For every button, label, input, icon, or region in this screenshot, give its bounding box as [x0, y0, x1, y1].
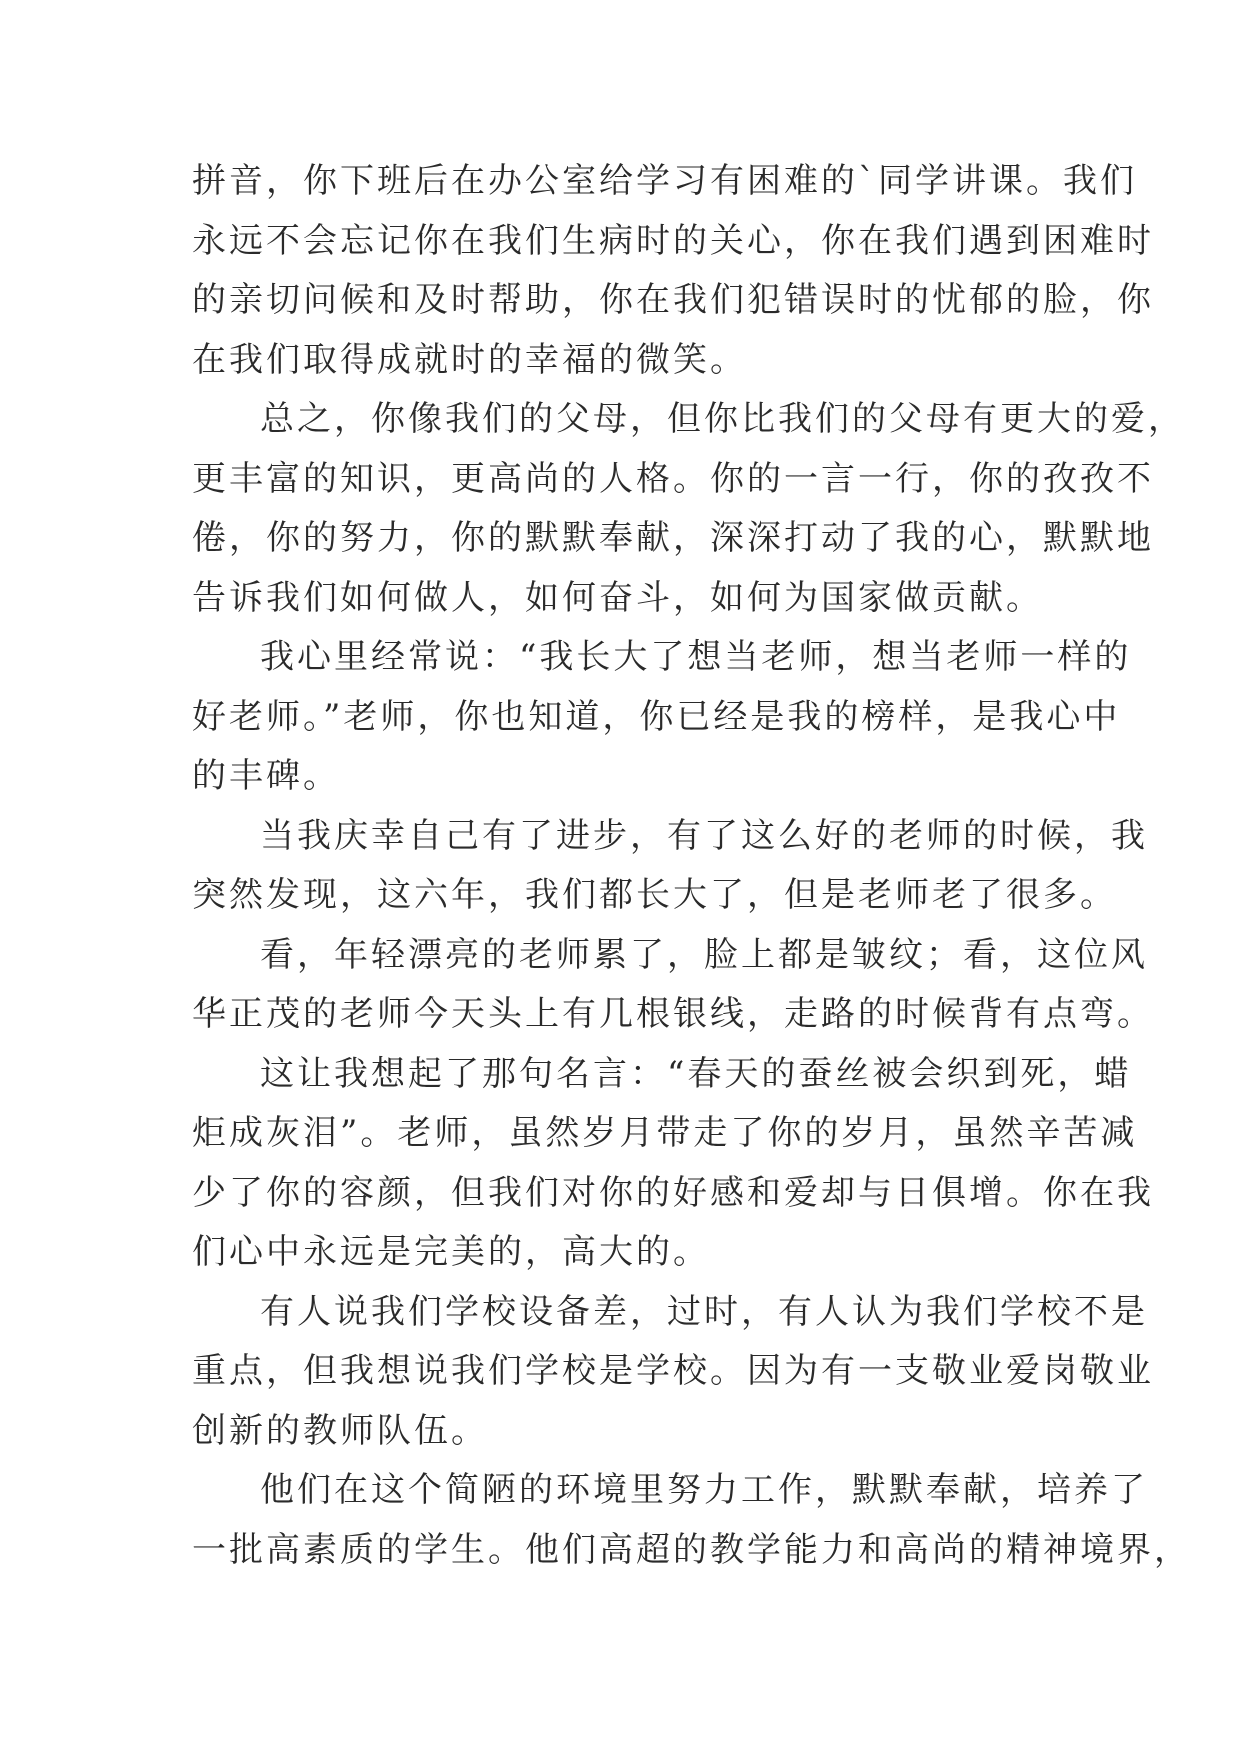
text-line: 突然发现，这六年，我们都长大了，但是老师老了很多。	[192, 875, 1117, 915]
text-line: 炬成灰泪”。老师，虽然岁月带走了你的岁月，虽然辛苦减	[192, 1113, 1138, 1153]
paragraph-first-line: 当我庆幸自己有了进步，有了这么好的老师的时候，我	[260, 815, 1148, 856]
text-line: 的丰碑。	[192, 756, 340, 796]
text-line: 在我们取得成就时的幸福的微笑。	[192, 339, 747, 380]
text-line: 倦，你的努力，你的默默奉献，深深打动了我的心，默默地	[192, 518, 1154, 558]
text-line: 华正茂的老师今天头上有几根银线，走路的时候背有点弯。	[192, 994, 1154, 1034]
text-line: 更丰富的知识，更高尚的人格。你的一言一行，你的孜孜不	[192, 458, 1154, 499]
paragraph-first-line: 这让我想起了那句名言：“春天的蚕丝被会织到死，蜡	[260, 1053, 1132, 1094]
text-line: 的亲切问候和及时帮助，你在我们犯错误时的忧郁的脸，你	[192, 280, 1154, 320]
text-line: 创新的教师队伍。	[192, 1410, 488, 1451]
text-line: 们心中永远是完美的，高大的。	[192, 1232, 710, 1272]
text-line: 告诉我们如何做人，如何奋斗，如何为国家做贡献。	[192, 577, 1043, 618]
text-line: 少了你的容颜，但我们对你的好感和爱却与日俱增。你在我	[192, 1172, 1154, 1213]
text-line: 一批高素质的学生。他们高超的教学能力和高尚的精神境界，	[192, 1529, 1191, 1570]
document-body	[192, 152, 1191, 1580]
paragraph-first-line: 有人说我们学校设备差，过时，有人认为我们学校不是	[260, 1291, 1148, 1332]
text-line: 重点，但我想说我们学校是学校。因为有一支敬业爱岗敬业	[192, 1351, 1154, 1391]
paragraph-first-line: 他们在这个简陋的环境里努力工作，默默奉献，培养了	[260, 1470, 1148, 1510]
paragraph-first-line: 总之，你像我们的父母，但你比我们的父母有更大的爱，	[260, 399, 1185, 439]
text-line: 拼音，你下班后在办公室给学习有困难的`同学讲课。我们	[192, 161, 1137, 201]
text-line: 永远不会忘记你在我们生病时的关心，你在我们遇到困难时	[192, 220, 1154, 261]
paragraph-first-line: 我心里经常说：“我长大了想当老师，想当老师一样的	[260, 637, 1132, 677]
paragraph-first-line: 看，年轻漂亮的老师累了，脸上都是皱纹；看，这位风	[260, 934, 1148, 975]
text-line: 好老师。”老师，你也知道，你已经是我的榜样，是我心中	[192, 696, 1121, 737]
